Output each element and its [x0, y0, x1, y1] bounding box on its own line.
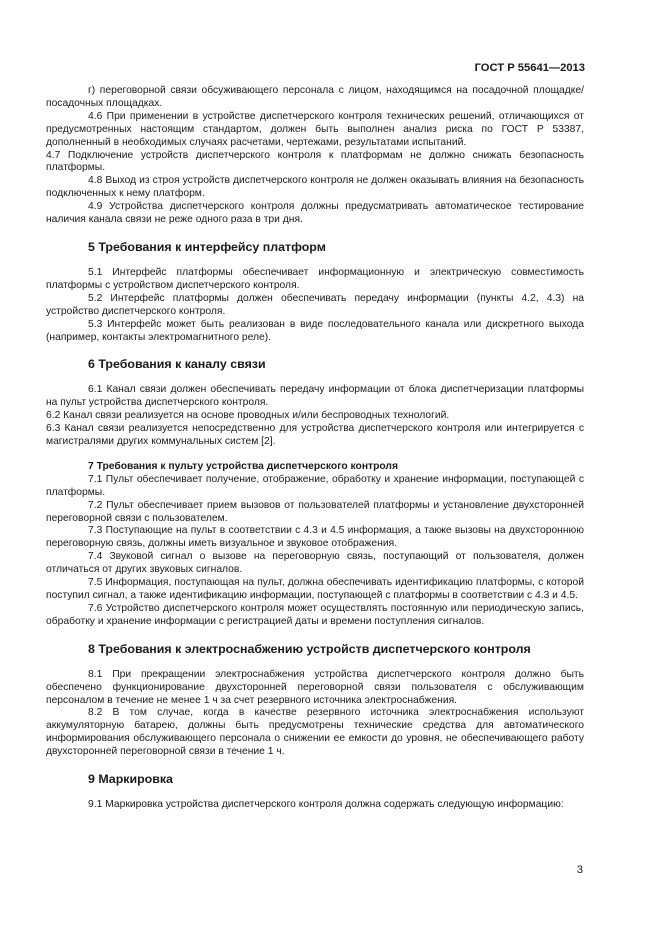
section-5-heading: 5 Требования к интерфейсу платформ — [88, 239, 326, 254]
document-body — [46, 85, 584, 812]
section-9-heading: 9 Маркировка — [88, 772, 173, 787]
paragraph-7-3: 7.3 Поступающие на пульт в соответствии с 4.3 и 4.5 информация, а также вызовы на двухстороннюю переговорную связь, должны иметь визуальное и звуковое отображения. — [46, 525, 584, 550]
paragraph-4-7: 4.7 Подключение устройств диспетчерского контроля к платформам не должно снижать безопасность платформы. — [46, 149, 584, 174]
paragraph-5-3: 5.3 Интерфейс может быть реализован в виде последовательного канала или дискретного выхода (например, контакты электромагнитного реле). — [46, 318, 584, 343]
section-7-heading: 7 Требования к пульту устройства диспетчерского контроля — [88, 460, 398, 472]
paragraph-5-1: 5.1 Интерфейс платформы обеспечивает информационную и электрическую совместимость платформы с устройством диспетчерского контроля. — [46, 266, 584, 291]
paragraph-6-1: 6.1 Канал связи должен обеспечивать передачу информации от блока диспетчеризации платформы на пульт устройства диспетчерского контроля. — [46, 384, 584, 409]
paragraph-7-4: 7.4 Звуковой сигнал о вызове на переговорную связь, поступающий от пользователя, должен отличаться от других звуковых сигналов. — [46, 551, 584, 576]
paragraph-6-3: 6.3 Канал связи реализуется непосредственно для устройства диспетчерского контроля или интегрируется с магистралями других коммунальных систем [2]. — [46, 423, 584, 448]
paragraph-g: г) переговорной связи обсуживающего персонала с лицом, находящимся на посадочной площадке/посадочных площадках. — [46, 85, 584, 109]
paragraph-6-2: 6.2 Канал связи реализуется на основе проводных и/или беспроводных технологий. — [46, 410, 450, 422]
paragraph-4-6: 4.6 При применении в устройстве диспетчерского контроля технических решений, отличающихся от предусмотренных настоящим стандартом, должен быть выполнен анализ риска по ГОСТ Р 53387, дополненный в необходимых случаях расчетами, чертежами, результатами испытаний. — [46, 110, 584, 148]
page-number: 3 — [576, 864, 583, 876]
paragraph-8-2: 8.2 В том случае, когда в качестве резервного источника электроснабжения используют аккумуляторную батарею, должны быть предусмотрены технические средства для автоматического информирования обслуживающего персонала о снижении ее емкости до уровня, не обеспечивающего работу двухсторонней переговорной связи в течение 1 ч. — [46, 707, 584, 758]
standard-header: ГОСТ Р 55641—2013 — [474, 62, 585, 74]
section-8-heading: 8 Требования к электроснабжению устройств диспетчерского контроля — [88, 641, 531, 656]
paragraph-4-9: 4.9 Устройства диспетчерского контроля должны предусматривать автоматическое тестирование наличия канала связи не реже одного раза в три дня. — [46, 201, 584, 226]
paragraph-4-8: 4.8 Выход из строя устройств диспетчерского контроля не должен оказывать влияния на безопасность подключенных к нему платформ. — [46, 175, 584, 200]
section-6-heading: 6 Требования к каналу связи — [88, 357, 266, 372]
paragraph-7-5: 7.5 Информация, поступающая на пульт, должна обеспечивать идентификацию платформы, с которой поступил сигнал, а также идентификацию информации, поступающей с платформы в соответствии с 4.3 и 4.5. — [46, 577, 584, 601]
paragraph-5-2: 5.2 Интерфейс платформы должен обеспечивать передачу информации (пункты 4.2, 4.3) на устройство диспетчерского контроля. — [46, 292, 584, 317]
paragraph-7-1: 7.1 Пульт обеспечивает получение, отображение, обработку и хранение информации, поступающей с платформы. — [46, 473, 584, 498]
paragraph-8-1: 8.1 При прекращении электроснабжения устройства диспетчерского контроля должно быть обеспечено функционирование двухсторонней переговорной связи пользователя с обслуживающим персоналом в течение не менее 1 ч за счет резервного источника электроснабжения. — [46, 668, 584, 706]
paragraph-7-2: 7.2 Пульт обеспечивает прием вызовов от пользователей платформы и установление двухсторонней переговорной связи с пользователем. — [46, 499, 584, 524]
paragraph-9-1: 9.1 Маркировка устройства диспетчерского контроля должна содержать следующую информацию: — [88, 799, 564, 811]
paragraph-7-6: 7.6 Устройство диспетчерского контроля может осуществлять постоянную или периодическую запись, обработку и хранение информации с регистрацией даты и времени поступления сигналов. — [46, 602, 584, 627]
